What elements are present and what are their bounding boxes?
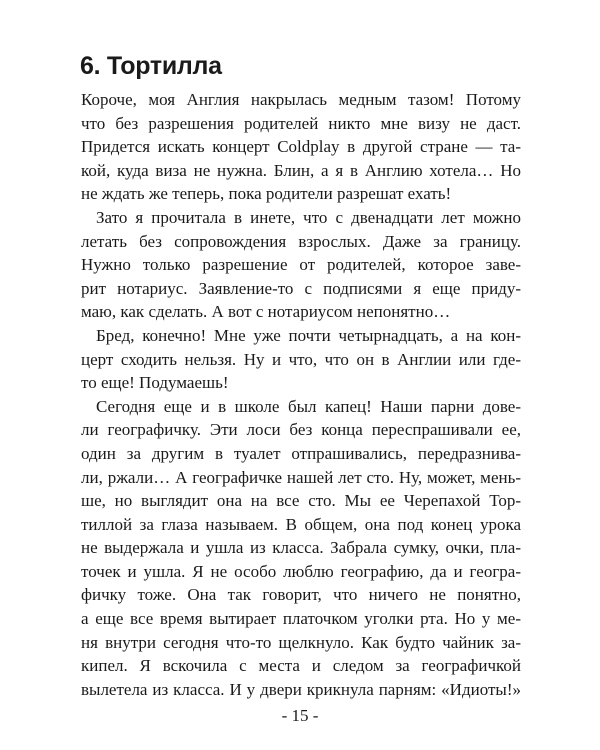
- text-line: церт сходить нельзя. Ну и что, что он в Англии или где-: [81, 349, 521, 369]
- text-line: тиллой за глаза называем. В общем, она под конец урока: [81, 514, 521, 534]
- text-line: вылетела из класса. И у двери крикнула парням: «Идиоты!»: [81, 679, 521, 699]
- text-line: Сегодня еще и в школе был капец! Наши парни дове-: [96, 396, 521, 416]
- text-line: Нужно только разрешение от родителей, которое заве-: [81, 255, 521, 275]
- text-line: кипел. Я вскочила с места и следом за географичкой: [81, 656, 521, 676]
- text-line: Короче, моя Англия накрылась медным тазом! Потому: [81, 90, 521, 109]
- text-line: точек и ушла. Я не особо люблю географию, да и геогра-: [81, 561, 521, 581]
- text-line: то еще! Подумаешь!: [81, 373, 229, 393]
- text-line: не ждать же теперь, пока родители разрешат ехать!: [81, 184, 452, 204]
- text-line: Зато я прочитала в инете, что с двенадцати лет можно: [96, 207, 521, 227]
- text-line: рит нотариус. Заявление-то с подписями я еще приду-: [81, 278, 521, 298]
- text-line: ли, ржали… А географичке нашей лет сто. Ну, может, мень-: [81, 467, 521, 487]
- text-line: ли географичку. Эти лоси без конца переспрашивали ее,: [81, 420, 521, 440]
- text-line: ше, но выглядит она на все сто. Мы ее Черепахой Тор-: [81, 491, 521, 511]
- text-line: маю, как сделать. А вот с нотариусом непонятно…: [81, 302, 451, 322]
- text-line: что без разрешения родителей никто мне визу не даст.: [81, 113, 521, 133]
- text-line: а еще все время вытирает платочком уголки рта. Но у ме-: [81, 609, 521, 629]
- text-line: Бред, конечно! Мне уже почти четырнадцать, а на кон-: [96, 325, 521, 345]
- text-line: кой, куда виза не нужна. Блин, а я в Англию хотела… Но: [81, 160, 521, 180]
- page-number: - 15 -: [281, 706, 319, 725]
- chapter-body: [81, 88, 521, 701]
- text-line: летать без сопровождения взрослых. Даже за границу.: [81, 231, 521, 251]
- text-line: фичку тоже. Она так говорит, что ничего не понятно,: [81, 585, 521, 605]
- chapter-title: 6. Тортилла: [80, 52, 222, 80]
- text-line: один за другим в туалет отпрашивались, передразнива-: [81, 443, 521, 463]
- text-line: ня внутри сегодня что-то щелкнуло. Как будто чайник за-: [81, 632, 521, 652]
- text-line: Придется искать концерт Coldplay в другой стране — та-: [81, 137, 521, 157]
- text-line: не выдержала и ушла из класса. Забрала сумку, очки, пла-: [81, 538, 521, 558]
